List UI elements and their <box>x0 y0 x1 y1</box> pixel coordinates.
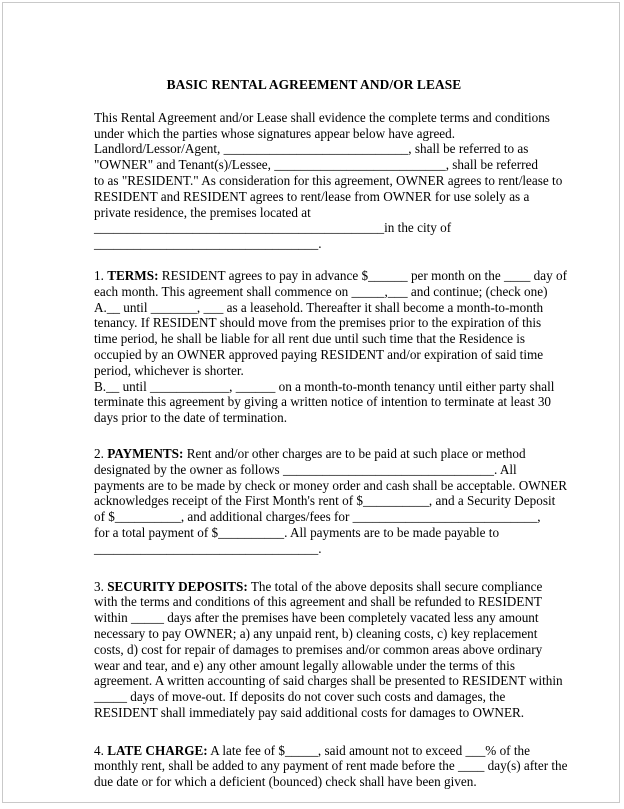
late-charge-text: A late fee of $_____, said amount not to exceed ___% of the <box>207 742 530 758</box>
intro-line: This Rental Agreement and/or Lease shall evidence the complete terms and conditions <box>94 109 550 125</box>
intro-line: __________________________________. <box>94 236 322 252</box>
payments-line: designated by the owner as follows ________________________________. All <box>94 461 517 477</box>
security-first-line <box>94 578 543 595</box>
security-heading: SECURITY DEPOSITS: <box>107 578 248 594</box>
payments-line: __________________________________. <box>94 540 322 556</box>
late-charge-section <box>94 742 568 790</box>
terms-line: time period, he shall be liable for all rent due until such time that the Residence is <box>94 331 526 347</box>
intro-line: Landlord/Lessor/Agent, ____________________________, shall be referred to as <box>94 141 529 157</box>
terms-heading: TERMS: <box>107 267 159 283</box>
security-line: agreement. A written accounting of said charges shall be presented to RESIDENT within <box>94 673 563 689</box>
security-line: necessary to pay OWNER; a) any unpaid rent, b) cleaning costs, c) key replacement <box>94 625 538 641</box>
security-line: costs, d) cost for repair of damages to premises and/or common areas above ordinary <box>94 641 543 657</box>
security-line: RESIDENT shall immediately pay said additional costs for damages to OWNER. <box>94 704 525 720</box>
late-charge-heading: LATE CHARGE: <box>107 742 208 758</box>
late-charge-first-line <box>94 743 534 759</box>
terms-line: terminate this agreement by giving a written notice of intention to terminate at least 30 <box>94 394 552 410</box>
intro-line: to as "RESIDENT." As consideration for this agreement, OWNER agrees to rent/lease to <box>94 172 563 188</box>
security-text: The total of the above deposits shall secure compliance <box>247 578 543 594</box>
intro-line: under which the parties whose signatures appear below have agreed. <box>94 125 456 141</box>
intro-line: private residence, the premises located at <box>94 204 311 220</box>
terms-line: each month. This agreement shall commence on _____,___ and continue; (check one) <box>94 283 548 299</box>
terms-line: period, whichever is shorter. <box>94 362 244 378</box>
security-line: wear and tear, and e) any other amount legally allowable under the terms of this <box>94 657 515 673</box>
terms-line: occupied by an OWNER approved paying RESIDENT and/or expiration of said time <box>94 346 544 362</box>
security-line: within _____ days after the premises have been completely vacated less any amount <box>94 610 539 626</box>
intro-line: "OWNER" and Tenant(s)/Lessee, __________________________, shall be referred <box>94 157 538 173</box>
security-line: with the terms and conditions of this agreement and shall be refunded to RESIDENT <box>94 594 542 610</box>
terms-line: B.__ until ____________, ______ on a month-to-month tenancy until either party shall <box>94 378 555 394</box>
section-number: 3. <box>94 578 104 594</box>
section-number: 1. <box>94 267 104 283</box>
security-line: _____ days of move-out. If deposits do not cover such costs and damages, the <box>94 689 506 705</box>
late-charge-line: monthly rent, shall be added to any payment of rent made before the ____ day(s) after the <box>94 758 568 774</box>
payments-first-line <box>94 446 534 462</box>
payments-line: for a total payment of $__________. All payments are to be made payable to <box>94 524 500 540</box>
terms-section <box>94 267 567 426</box>
payments-heading: PAYMENTS: <box>107 445 184 461</box>
late-charge-line: due date or for which a deficient (bounced) check shall have been given. <box>94 774 477 790</box>
terms-line: A.__ until _______, ___ as a leasehold. Thereafter it shall become a month-to-month <box>94 299 544 315</box>
terms-text: RESIDENT agrees to pay in advance $______ per month on the ____ day of <box>158 267 567 283</box>
terms-line: tenancy. If RESIDENT should move from the premises prior to the expiration of this <box>94 315 542 331</box>
intro-line: ____________________________________________in the city of <box>94 220 452 236</box>
payments-line: of $__________, and additional charges/fees for ____________________________, <box>94 509 541 525</box>
document-page <box>2 2 620 803</box>
payments-text: Rent and/or other charges are to be paid at such place or method <box>183 445 526 461</box>
security-deposits-section <box>94 578 563 721</box>
section-number: 4. <box>94 742 104 758</box>
payments-section <box>94 445 568 557</box>
document-body <box>94 77 568 790</box>
payments-line: acknowledges receipt of the First Month's rent of $__________, and a Security Deposit <box>94 493 556 509</box>
payments-line: payments are to be made by check or money order and cash shall be acceptable. OWNER <box>94 477 568 493</box>
document-title: BASIC RENTAL AGREEMENT AND/OR LEASE <box>166 77 462 92</box>
terms-line: days prior to the date of termination. <box>94 410 287 426</box>
intro-line: RESIDENT and RESIDENT agrees to rent/lease from OWNER for use solely as a <box>94 188 530 204</box>
intro-paragraph <box>94 109 563 252</box>
terms-first-line <box>94 267 567 284</box>
section-number: 2. <box>94 445 104 461</box>
